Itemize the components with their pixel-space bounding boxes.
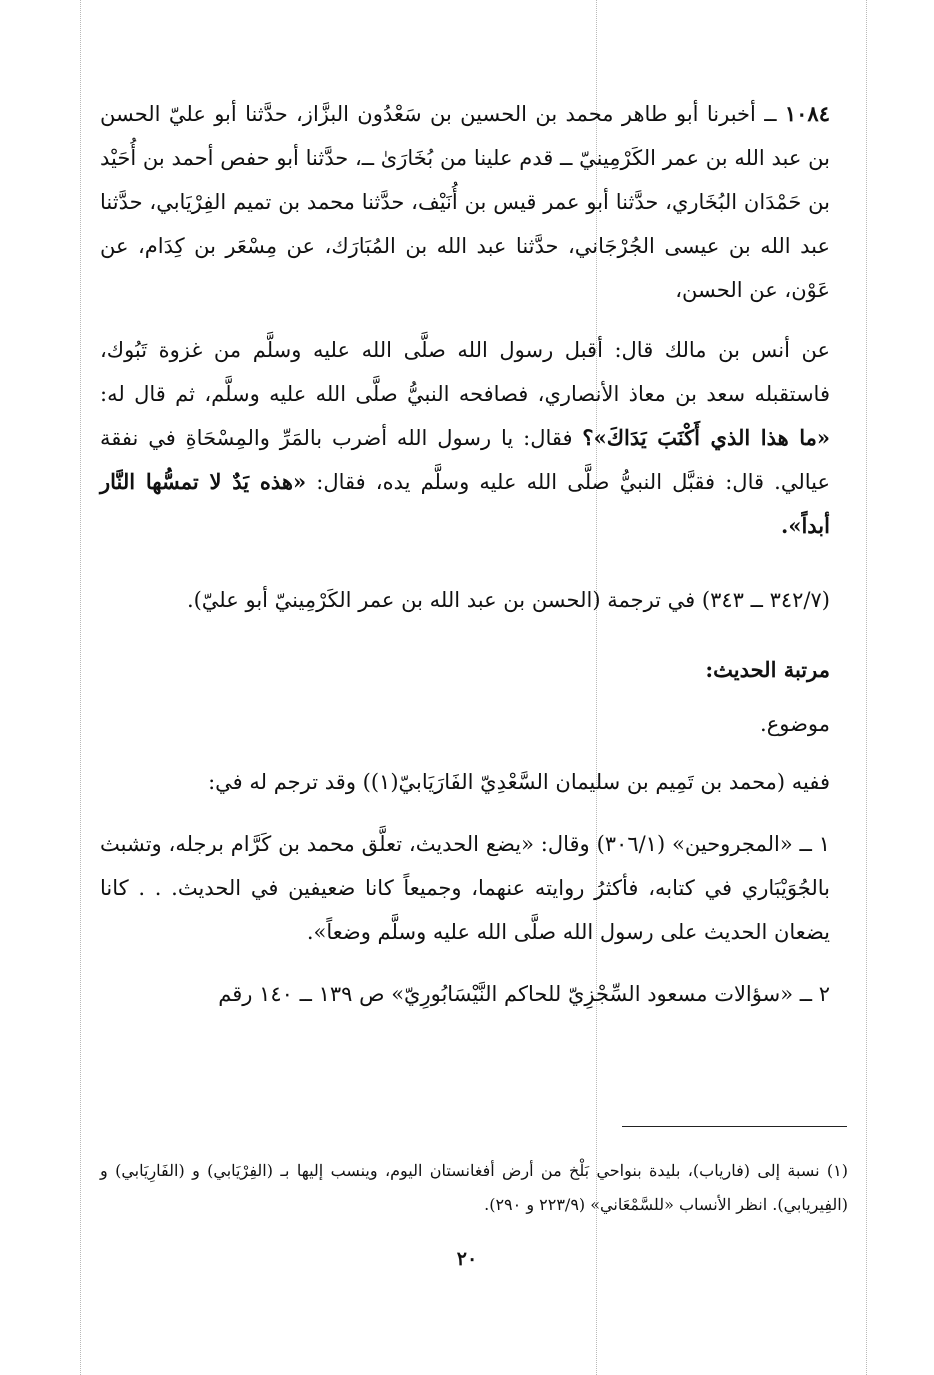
matn-quote-2: «هذه يَدٌ لا تمسُّها النَّار أبداً». xyxy=(100,469,830,538)
hadith-number: ١٠٨٤ xyxy=(784,101,830,126)
isnad-text: ــ أخبرنا أبو طاهر محمد بن الحسين بن سَعْدُون البزَّاز، حدَّثنا أبو عليّ الحسن بن عبد الله بن عمر الكَرْمِينيّ ــ قدم علينا من بُخَارَىٰ ــ، حدَّثنا أبو حفص أحمد بن أُحَيْد بن حَمْدَان البُخَاري، حدَّثنا أبو عمر قيس بن أُنَيْف، حدَّثنا محمد بن تميم الفِرْيَابي، حدَّثنا عبد الله بن عيسى الجُرْجَاني، حدَّثنا عبد الله بن المُبَارَك، عن مِسْعَر بن كِدَام، عن عَوْن، عن الحسن، xyxy=(100,102,830,302)
grading-verdict: موضوع. xyxy=(760,712,830,736)
hadith-matn xyxy=(100,328,830,548)
hadith-isnad xyxy=(100,92,830,312)
margin-guide-right xyxy=(866,0,867,1375)
grading-heading: مرتبة الحديث: xyxy=(705,657,830,682)
page-number: ٢٠ xyxy=(456,1248,478,1270)
hadith-reference: (٣٤٢/٧ ــ ٣٤٣) في ترجمة (الحسن بن عبد الله بن عمر الكَرْمِينيّ أبو عليّ). xyxy=(186,588,830,612)
matn-text-2: فقال: يا رسول الله أضرب بالمَرِّ والمِسْحَاةِ في نفقة عيالي. قال: فقبَّل النبيُّ صلَّى الله عليه وسلَّم يده، فقال: xyxy=(100,426,830,494)
page-body xyxy=(100,92,830,1016)
margin-guide-left xyxy=(80,0,81,1375)
matn-quote-1: «ما هذا الذي أَكْنَبَ يَدَاكَ»؟ xyxy=(582,425,830,450)
footnote-divider xyxy=(622,1126,847,1127)
grading-intro: ففيه (محمد بن تَمِيم بن سليمان السَّعْدِيّ الفَارَيَابيّ(١)) وقد ترجم له في: xyxy=(208,770,830,794)
source-item-2: ٢ ــ «سؤالات مسعود السِّجْزِيّ للحاكم النَّيْسَابُورِيّ» ص ١٣٩ ــ ١٤٠ رقم xyxy=(218,982,830,1006)
footnote-1: (١) نسبة إلى (فارياب)، بليدة بنواحي بَلْخ من أرض أفغانستان اليوم، وينسب إليها بـ (الفِرْيَابي) و (الفَارِيَابي) و (الفِيريابي). انظر الأنساب «للسَّمْعَاني» (٢٢٣/٩ و ٢٩٠). xyxy=(100,1161,849,1214)
source-item-1: ١ ــ «المجروحين» (٣٠٦/١) وقال: «يضع الحديث، تعلَّق محمد بن كَرَّام برجله، وتشبث بالجُوَيْبَاري في كتابه، فأكثرُ روايته عنهما، وجميعاً كانا ضعيفين في الحديث. . . كانا يضعان الحديث على رسول الله صلَّى الله عليه وسلَّم وضعاً». xyxy=(100,832,830,944)
matn-text-1: عن أنس بن مالك قال: أقبل رسول الله صلَّى الله عليه وسلَّم من غزوة تَبُوك، فاستقبله سعد بن معاذ الأنصاري، فصافحه النبيُّ صلَّى الله عليه وسلَّم، ثم قال له: xyxy=(100,338,830,406)
